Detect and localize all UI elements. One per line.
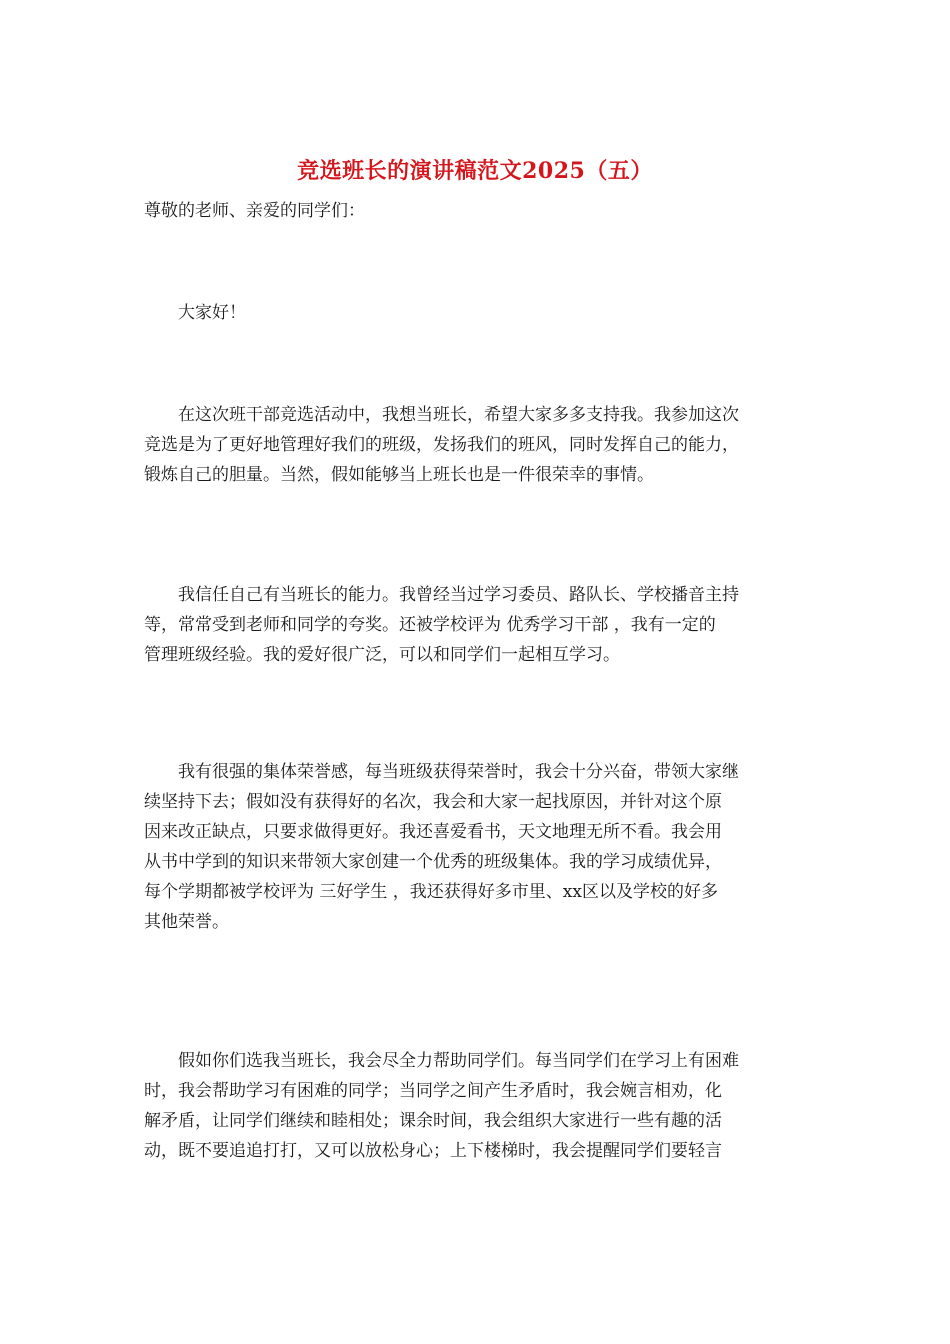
paragraph-line: 其他荣誉。 [144, 912, 229, 932]
greeting-paragraph [144, 298, 810, 328]
paragraph-line: 每个学期都被学校评为 三好学生 ，我还获得好多市里、xx区以及学校的好多 [144, 882, 718, 902]
paragraph-line: 续坚持下去；假如没有获得好的名次，我会和大家一起找原因，并针对这个原 [144, 792, 722, 812]
document-title: 竞选班长的演讲稿范文2025（五） [297, 158, 653, 184]
paragraph-line: 从书中学到的知识来带领大家创建一个优秀的班级集体。我的学习成绩优异， [144, 852, 722, 872]
paragraph-4 [144, 1046, 810, 1166]
paragraph-line: 管理班级经验。我的爱好很广泛，可以和同学们一起相互学习。 [144, 645, 620, 665]
paragraph-3 [144, 757, 810, 937]
paragraph-line: 竞选是为了更好地管理好我们的班级，发扬我们的班风，同时发挥自己的能力， [144, 435, 739, 455]
paragraph-line: 锻炼自己的胆量。当然，假如能够当上班长也是一件很荣幸的事情。 [144, 465, 654, 485]
paragraph-line: 假如你们选我当班长，我会尽全力帮助同学们。每当同学们在学习上有困难 [178, 1051, 739, 1071]
paragraph-1 [144, 400, 810, 490]
salutation: 尊敬的老师、亲爱的同学们： [144, 201, 365, 221]
paragraph-line: 动，既不要追追打打，又可以放松身心；上下楼梯时，我会提醒同学们要轻言 [144, 1141, 722, 1161]
paragraph-line: 解矛盾，让同学们继续和睦相处；课余时间，我会组织大家进行一些有趣的活 [144, 1111, 722, 1131]
paragraph-line: 我有很强的集体荣誉感，每当班级获得荣誉时，我会十分兴奋，带领大家继 [178, 762, 739, 782]
greeting-text: 大家好！ [178, 303, 246, 323]
paragraph-2 [144, 580, 810, 670]
paragraph-line: 在这次班干部竞选活动中，我想当班长，希望大家多多支持我。我参加这次 [178, 405, 739, 425]
paragraph-line: 时，我会帮助学习有困难的同学；当同学之间产生矛盾时，我会婉言相劝，化 [144, 1081, 722, 1101]
paragraph-line: 等，常常受到老师和同学的夸奖。还被学校评为 优秀学习干部 ，我有一定的 [144, 615, 716, 635]
paragraph-line: 我信任自己有当班长的能力。我曾经当过学习委员、路队长、学校播音主持 [178, 585, 739, 605]
paragraph-line: 因来改正缺点，只要求做得更好。我还喜爱看书，天文地理无所不看。我会用 [144, 822, 722, 842]
